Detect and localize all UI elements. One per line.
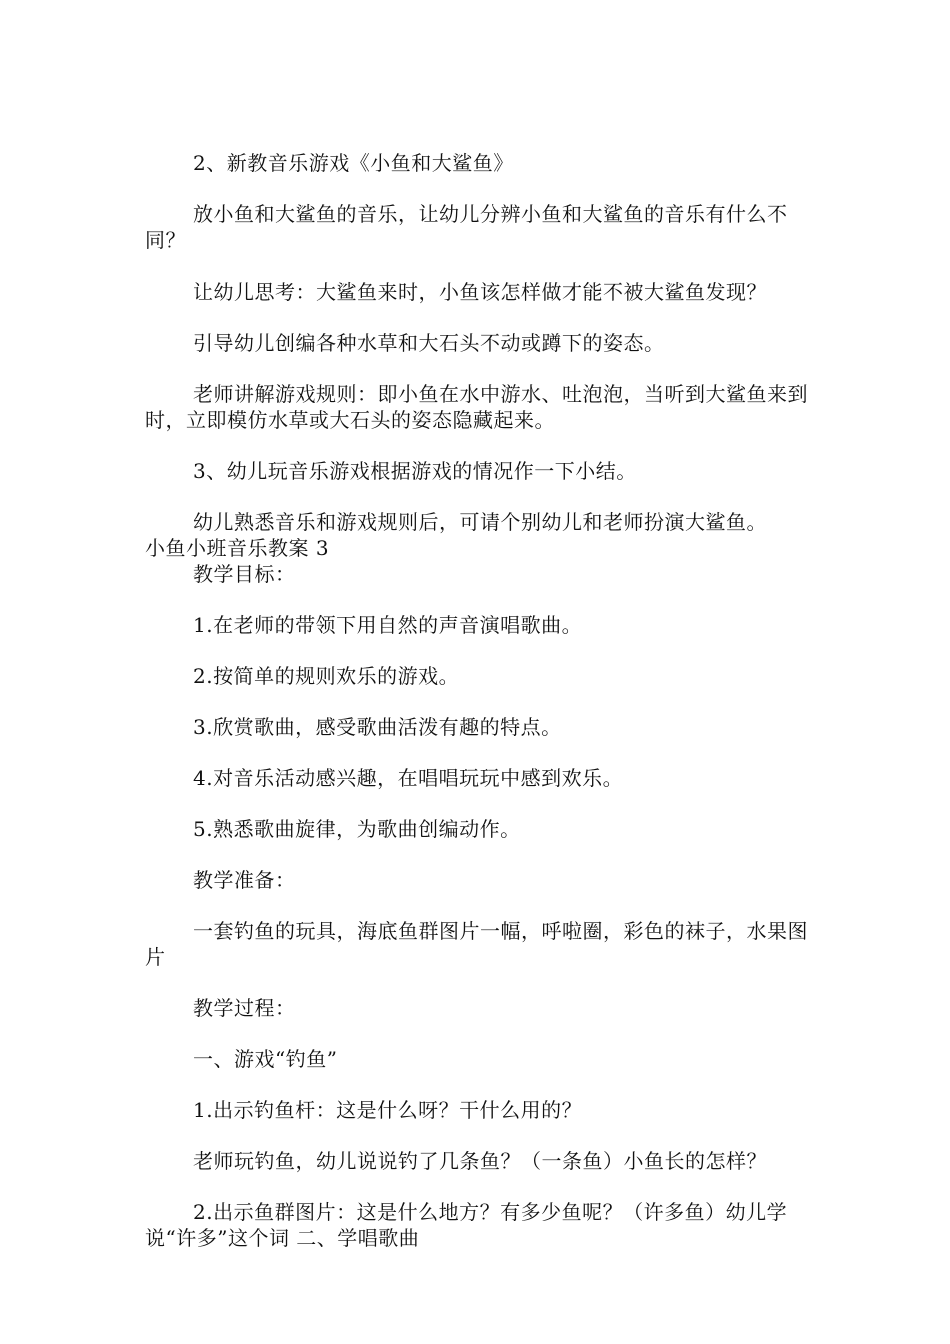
heading-preparation: 教学准备： [193,868,296,892]
heading-objectives: 教学目标： [193,562,296,586]
objective-4: 4.对音乐活动感兴趣，在唱唱玩玩中感到欢乐。 [193,766,624,790]
lesson-title: 小鱼小班音乐教案 3 [145,536,330,560]
paragraph-game-rules: 老师讲解游戏规则：即小鱼在水中游水、吐泡泡，当听到大鲨鱼来到时，立即模仿水草或大石头的姿态隐藏起来。 [145,382,808,432]
objective-5: 5.熟悉歌曲旋律，为歌曲创编动作。 [193,817,521,841]
step-show-fish-picture: 2.出示鱼群图片：这是什么地方？有多少鱼呢？（许多鱼）幼儿学说“许多”这个词 二、学唱歌曲 [145,1200,788,1250]
step-show-fishing-rod: 1.出示钓鱼杆：这是什么呀？干什么用的？ [193,1098,583,1122]
paragraph-children-think: 让幼儿思考：大鲨鱼来时，小鱼该怎样做才能不被大鲨鱼发现？ [193,280,767,304]
paragraph-guide-create: 引导幼儿创编各种水草和大石头不动或蹲下的姿态。 [193,331,665,355]
heading-fishing-game: 一、游戏“钓鱼” [193,1047,338,1071]
objective-1: 1.在老师的带领下用自然的声音演唱歌曲。 [193,613,583,637]
objective-3: 3.欣赏歌曲，感受歌曲活泼有趣的特点。 [193,715,562,739]
paragraph-summary: 3、幼儿玩音乐游戏根据游戏的情况作一下小结。 [193,459,637,483]
paragraph-play-music: 放小鱼和大鲨鱼的音乐，让幼儿分辨小鱼和大鲨鱼的音乐有什么不同？ [145,202,788,252]
paragraph-teacher-fishing: 老师玩钓鱼，幼儿说说钓了几条鱼？（一条鱼）小鱼长的怎样？ [193,1149,767,1173]
heading-process: 教学过程： [193,996,296,1020]
paragraph-materials: 一套钓鱼的玩具，海底鱼群图片一幅，呼啦圈，彩色的袜子，水果图片 [145,919,808,969]
paragraph-new-music-game: 2、新教音乐游戏《小鱼和大鲨鱼》 [193,151,514,175]
paragraph-role-play: 幼儿熟悉音乐和游戏规则后，可请个别幼儿和老师扮演大鲨鱼。 [193,510,767,534]
objective-2: 2.按简单的规则欢乐的游戏。 [193,664,460,688]
